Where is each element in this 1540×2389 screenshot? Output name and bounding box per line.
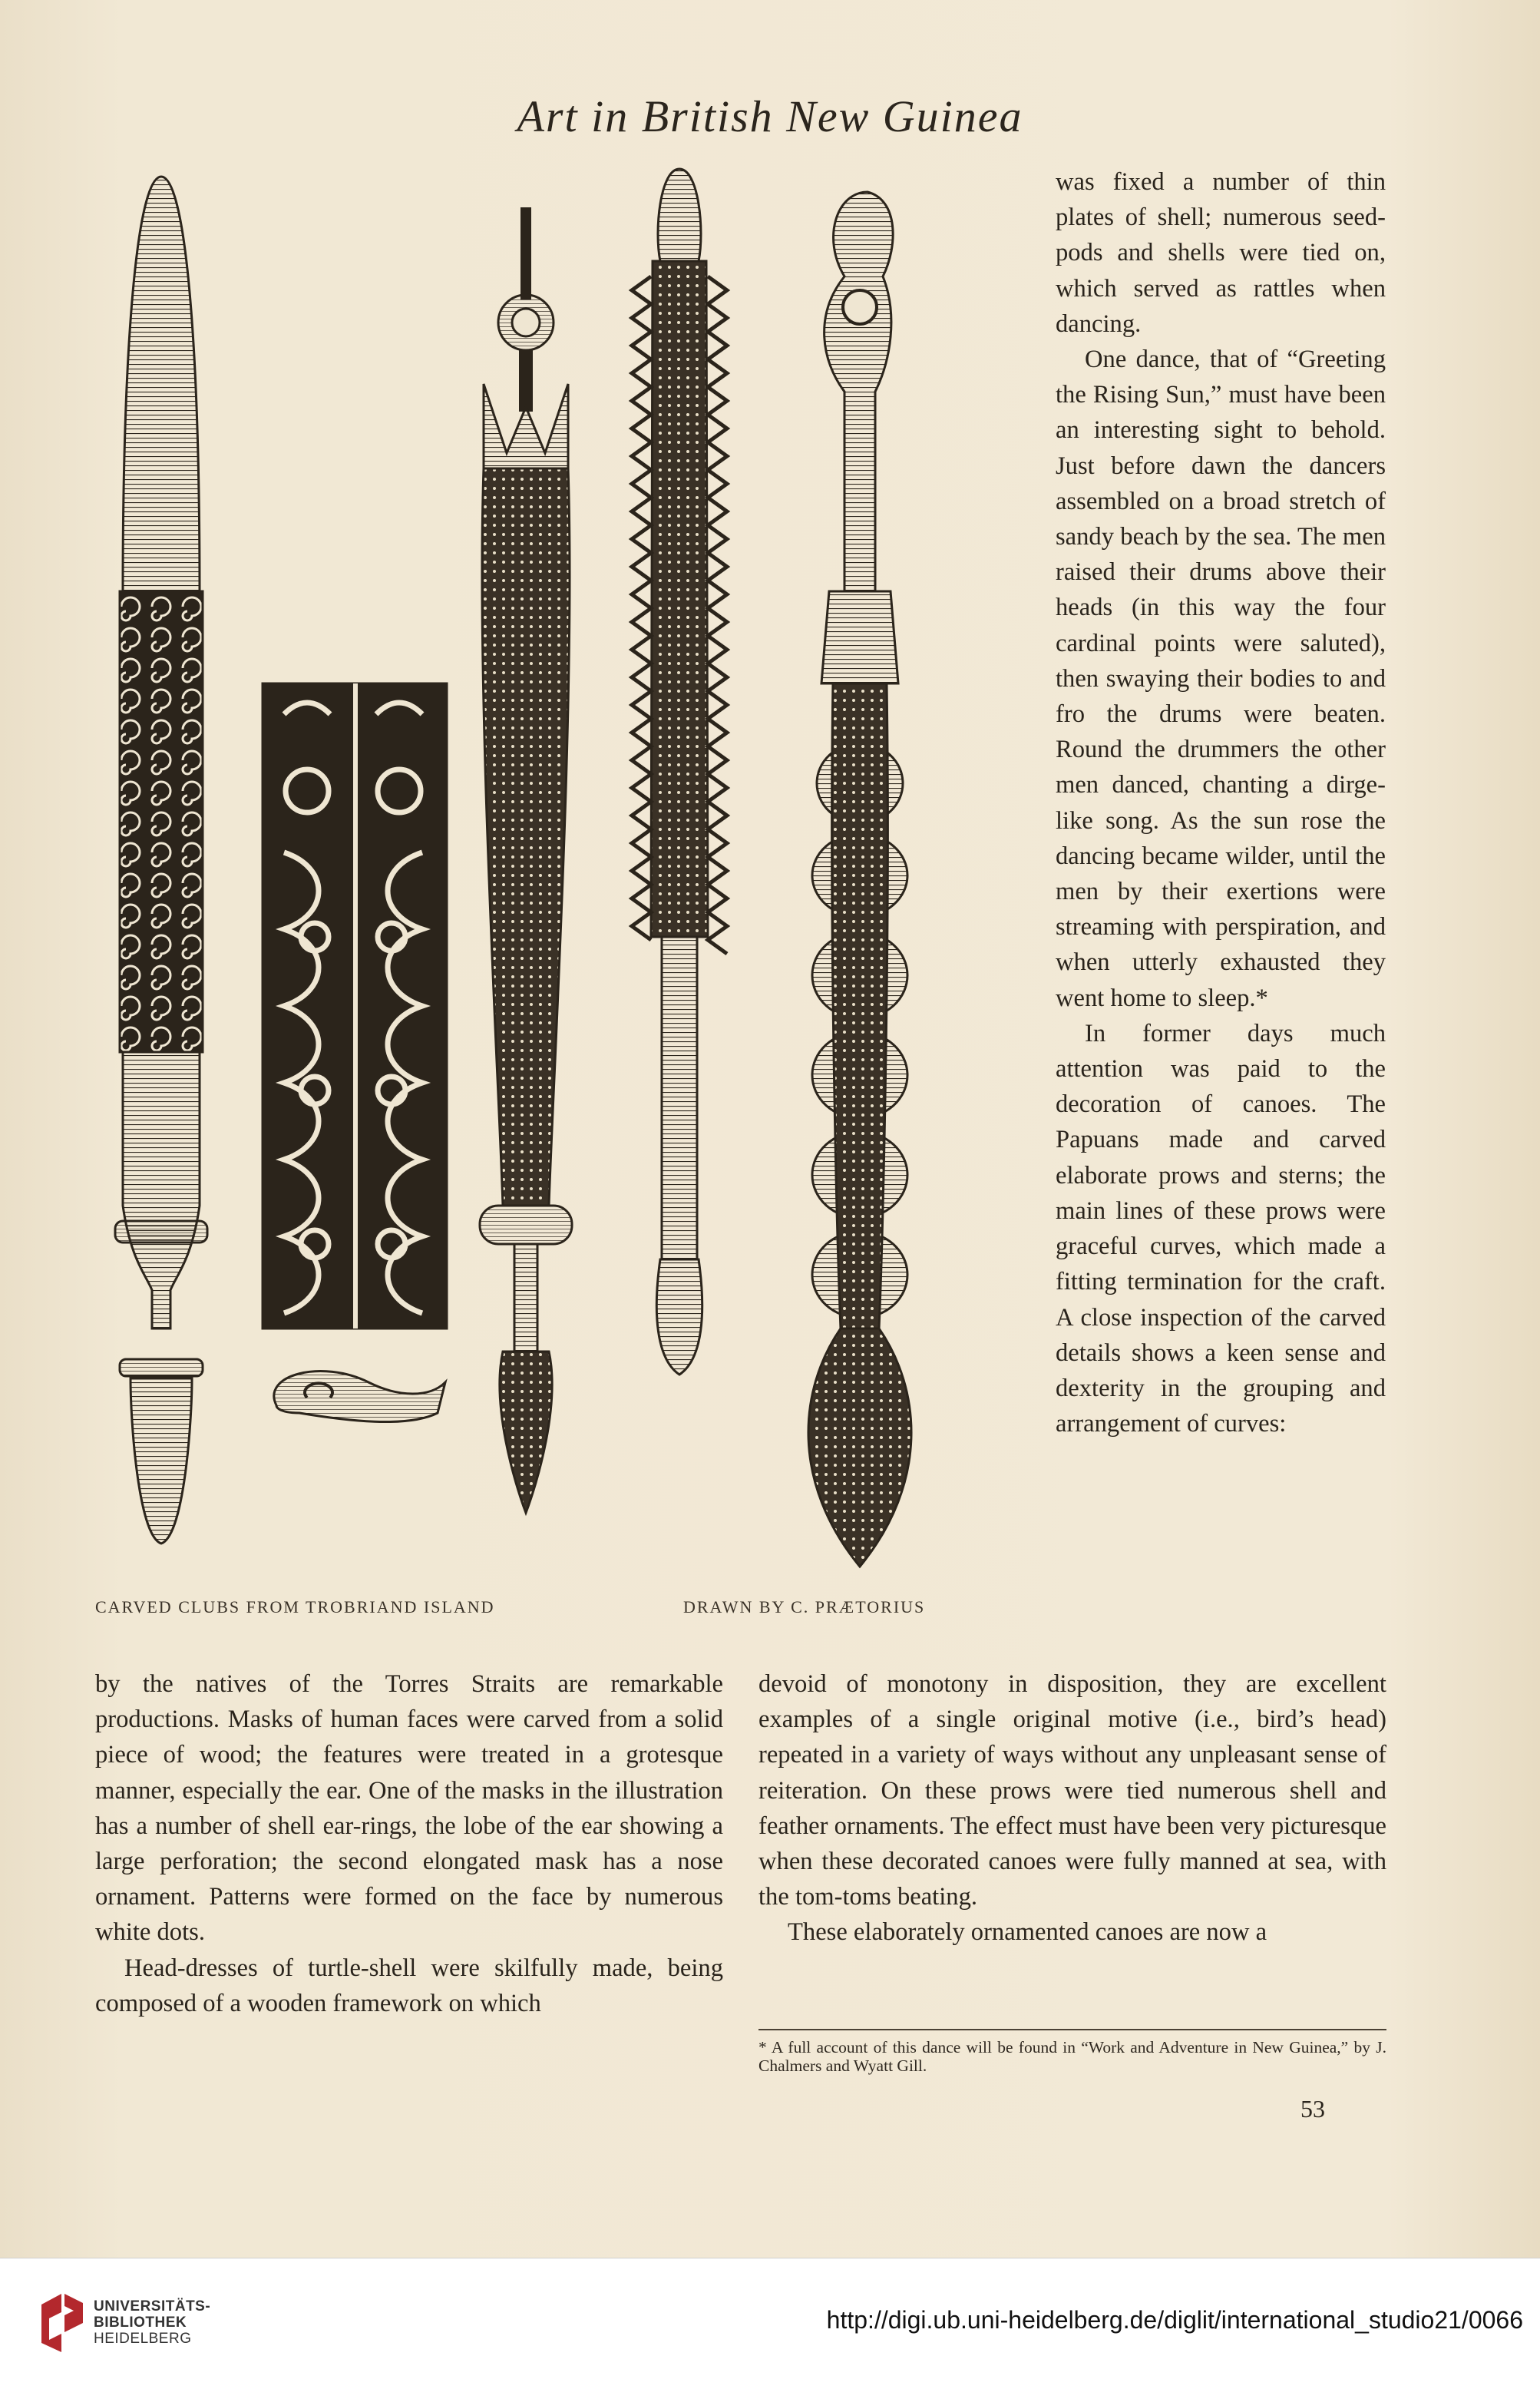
viewer-footer [0,2258,1540,2389]
footnote: * A full account of this dance will be found in “Work and Adventure in New Guinea,” by J. Chalmers and Wyatt Gill. [758,2038,1386,2075]
running-head: Art in British New Guinea [517,91,1023,141]
left-column [95,1666,723,2021]
right-column-bottom [758,1666,1386,1951]
club-panel-drawing [263,683,447,1422]
club-serrated-drawing [632,169,727,1375]
right-column-top [1056,164,1386,1441]
club-paddle-drawing [115,177,207,1544]
paragraph: These elaborately ornamented canoes are now a [788,1918,1267,1947]
library-logo-icon[interactable] [38,2289,86,2357]
paragraph: devoid of monotony in disposition, they are excellent examples of a single original motive (i.e., bird’s head) repeated in a variety of ways without any unpleasant sense of reiteration. On these prows were tied numerous shell and feather ornaments. The effect must have been very picturesque when these decorated canoes were fully manned at sea, with the tom-toms beating. [758,1670,1386,1911]
footnote-divider [758,2029,1386,2030]
source-url[interactable]: http://digi.ub.uni-heidelberg.de/diglit/international_studio21/0066 [826,2306,1523,2334]
illustration-carved-clubs [84,161,990,1590]
library-logo-text[interactable]: UNIVERSITÄTS- BIBLIOTHEK HEIDELBERG [94,2298,211,2347]
paragraph: Head-dresses of turtle-shell were skilfully made, being composed of a wooden framework on which [95,1954,723,2017]
club-forked-drawing [480,207,572,1513]
paragraph: by the natives of the Torres Straits are remarkable productions. Masks of human faces were carved from a solid piece of wood; the features were treated in a grotesque manner, especially the ear. One of the masks in the illustration has a number of shell ear-rings, the lobe of the ear showing a large perforation; the second elongated mask has a nose ornament. Patterns were formed on the face by numerous white dots. [95,1670,723,1947]
paragraph: One dance, that of “Greeting the Rising Sun,” must have been an interesting sight to behold. Just before dawn the dancers assembled on a broad stretch of sandy beach by the sea. The men raised their drums above their heads (in this way the four cardinal points were saluted), then swaying their bodies to and fro the drums were beaten. Round the drummers the other men danced, chanting a dirge-like song. As the sun rose the dancing became wilder, until the men by their exertions were streaming with perspiration, and when utterly exhausted they went home to sleep.* [1056,346,1386,1012]
caption-credit: DRAWN BY C. PRÆTORIUS [683,1597,926,1616]
paragraph: In former days much attention was paid to the decoration of canoes. The Papuans made and carved elaborate prows and sterns; the main lines of these prows were graceful curves, which made a fitting termination for the craft. A close inspection of the carved details shows a keen sense and dexterity in the grouping and arrangement of curves: [1056,1019,1386,1438]
page-number: 53 [1300,2095,1325,2123]
club-lobed-drawing [808,192,911,1567]
caption-left: CARVED CLUBS FROM TROBRIAND ISLAND [95,1597,495,1616]
paragraph: was fixed a number of thin plates of shell; numerous seed-pods and shells were tied on, which served as rattles when dancing. [1056,168,1386,338]
